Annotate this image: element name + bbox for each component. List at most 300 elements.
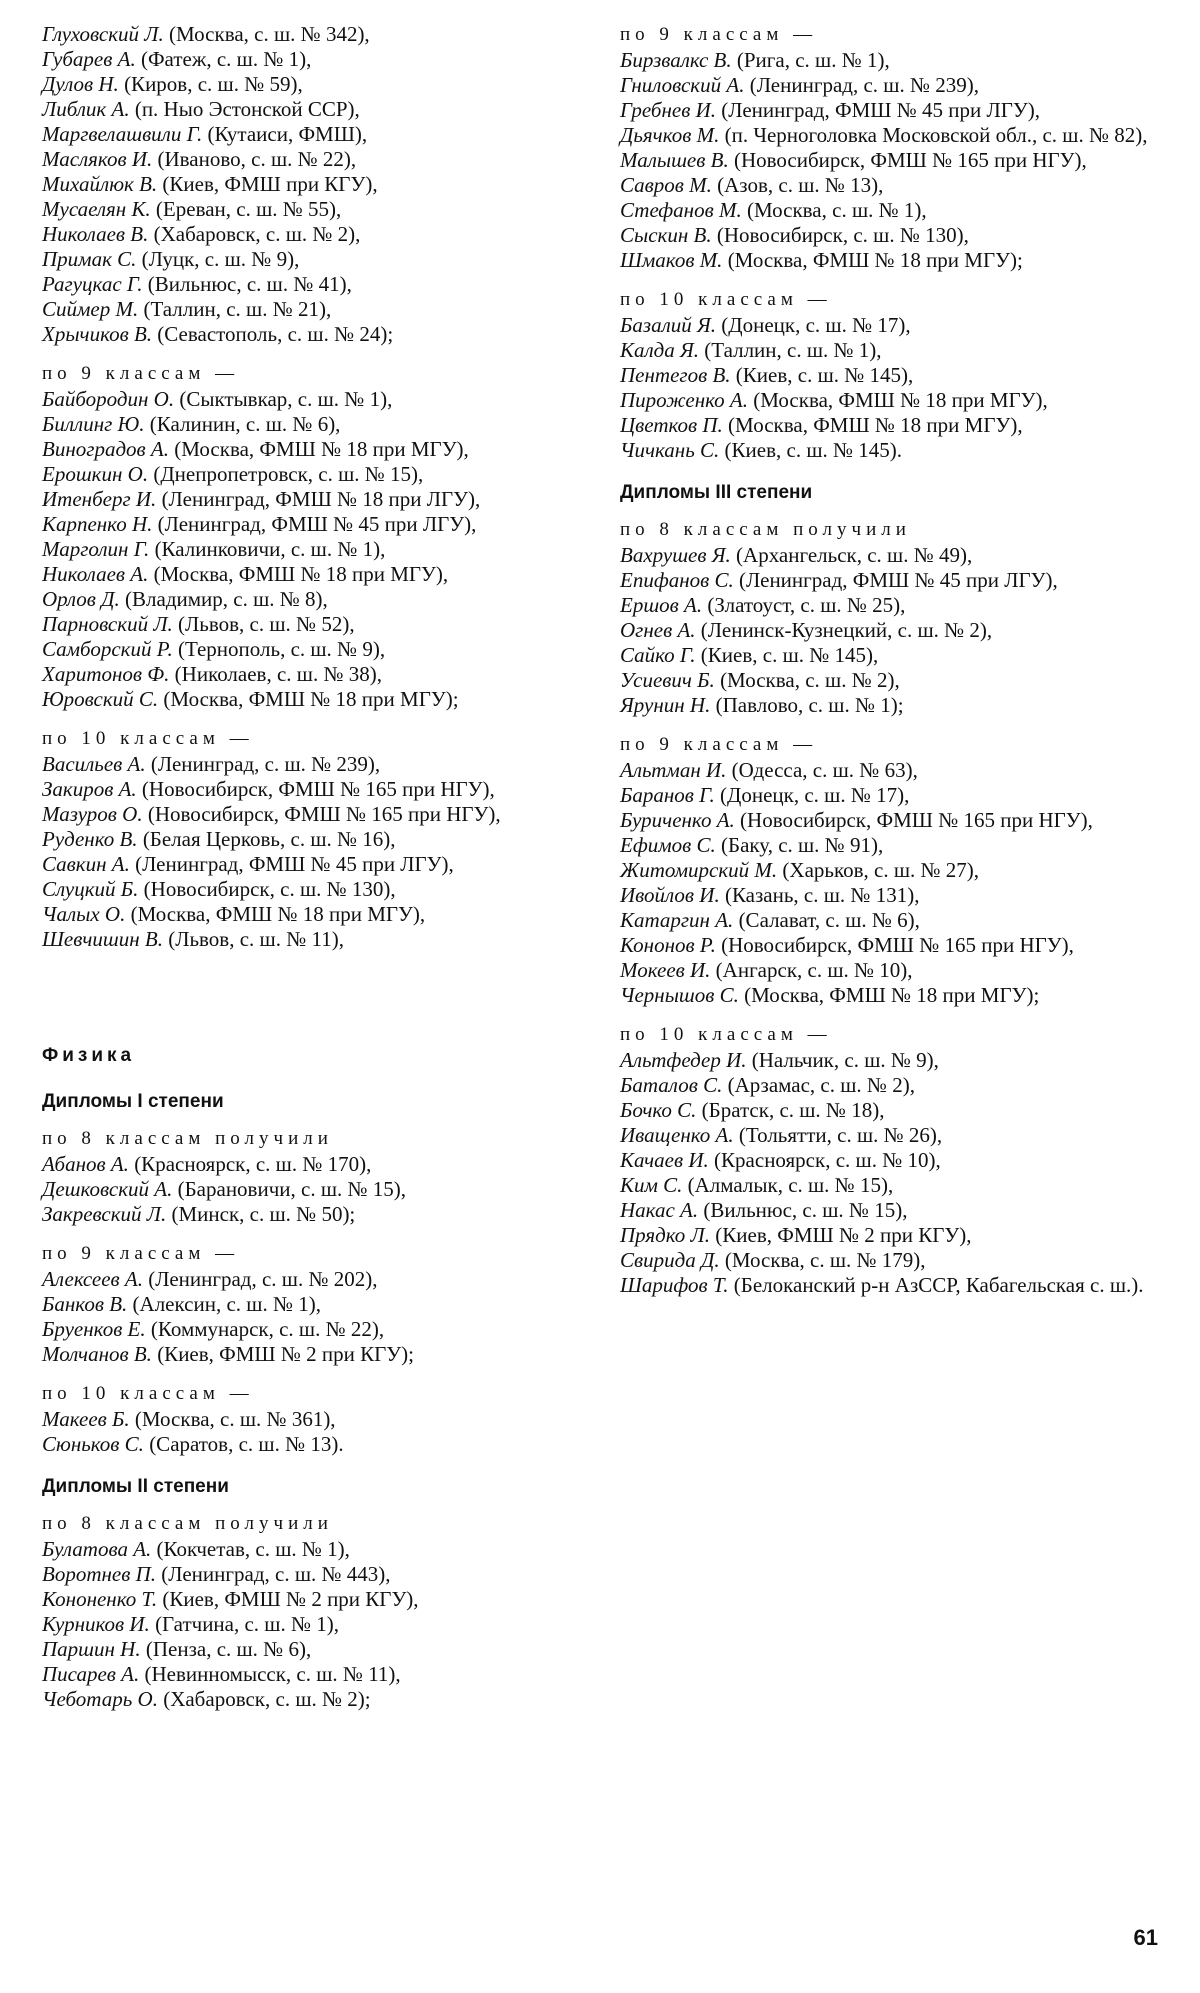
list-item xyxy=(42,637,576,662)
list-item xyxy=(42,322,576,347)
school-info: (Москва, с. ш. № 179), xyxy=(719,1248,926,1272)
person-name: Васильев А. xyxy=(42,752,146,776)
school-info: (Москва, с. ш. № 1), xyxy=(741,198,927,222)
diploma-1-title: Дипломы I степени xyxy=(42,1091,224,1112)
group-header: по 10 классам — xyxy=(620,1024,832,1045)
person-name: Кононенко Т. xyxy=(42,1587,158,1611)
list-item xyxy=(620,123,1158,148)
list-item xyxy=(42,47,576,72)
group-header: по 9 классам — xyxy=(42,363,240,384)
list-item xyxy=(620,958,1158,983)
list-item xyxy=(42,687,576,712)
list-item xyxy=(620,1048,1158,1073)
person-name: Малышев В. xyxy=(620,148,729,172)
school-info: (Киев, с. ш. № 145), xyxy=(695,643,879,667)
person-name: Базалий Я. xyxy=(620,313,717,337)
list-item xyxy=(42,1292,576,1317)
list-item xyxy=(620,643,1158,668)
school-info: (Луцк, с. ш. № 9), xyxy=(136,247,300,271)
list-item xyxy=(620,668,1158,693)
school-info: (Москва, ФМШ № 18 при МГУ), xyxy=(125,902,426,926)
school-info: (Севастополь, с. ш. № 24); xyxy=(152,322,394,346)
school-info: (п. Черноголовка Московской обл., с. ш. № 82), xyxy=(719,123,1148,147)
person-name: Буриченко А. xyxy=(620,808,735,832)
list-item xyxy=(42,562,576,587)
school-info: (Львов, с. ш. № 52), xyxy=(172,612,355,636)
school-info: (Киров, с. ш. № 59), xyxy=(118,72,303,96)
person-name: Баталов С. xyxy=(620,1073,723,1097)
person-name: Паршин Н. xyxy=(42,1637,141,1661)
person-name: Шмаков М. xyxy=(620,248,723,272)
list-item xyxy=(42,272,576,297)
list-item xyxy=(42,1177,576,1202)
school-info: (Москва, ФМШ № 18 при МГУ), xyxy=(169,437,469,461)
school-info: (Красноярск, с. ш. № 10), xyxy=(708,1148,941,1172)
diploma-2-title: Дипломы II степени xyxy=(42,1476,229,1497)
person-name: Гребнев И. xyxy=(620,98,716,122)
school-info: (Ленинград, с. ш. № 239), xyxy=(145,752,381,776)
list-item xyxy=(620,858,1158,883)
person-name: Примак С. xyxy=(42,247,137,271)
list-item xyxy=(42,662,576,687)
person-name: Молчанов В. xyxy=(42,1342,152,1366)
list-item xyxy=(620,173,1158,198)
school-info: (Новосибирск, ФМШ № 165 при НГУ), xyxy=(142,802,501,826)
entry-group xyxy=(42,726,576,952)
person-name: Катаргин А. xyxy=(620,908,734,932)
person-name: Вахрушев Я. xyxy=(620,543,731,567)
list-item xyxy=(42,22,576,47)
school-info: (Таллин, с. ш. № 21), xyxy=(138,297,332,321)
school-info: (Баку, с. ш. № 91), xyxy=(715,833,884,857)
school-info: (Коммунарск, с. ш. № 22), xyxy=(145,1317,385,1341)
person-name: Чернышов С. xyxy=(620,983,739,1007)
list-item xyxy=(42,1407,576,1432)
school-info: (Вильнюс, с. ш. № 15), xyxy=(698,1198,908,1222)
school-info: (Нальчик, с. ш. № 9), xyxy=(746,1048,939,1072)
school-info: (Невинномысск, с. ш. № 11), xyxy=(139,1662,401,1686)
list-item xyxy=(620,98,1158,123)
group-header: по 10 классам — xyxy=(42,1383,254,1404)
list-item xyxy=(42,72,576,97)
school-info: (Новосибирск, ФМШ № 165 при НГУ), xyxy=(715,933,1074,957)
list-item xyxy=(42,1317,576,1342)
person-name: Ярунин Н. xyxy=(620,693,711,717)
school-info: (Новосибирск, с. ш. № 130), xyxy=(138,877,396,901)
person-name: Прядко Л. xyxy=(620,1223,711,1247)
list-item xyxy=(620,933,1158,958)
school-info: (Киев, ФМШ № 2 при КГУ), xyxy=(157,1587,419,1611)
school-info: (Новосибирск, ФМШ № 165 при НГУ), xyxy=(734,808,1093,832)
diploma-3-groups xyxy=(620,517,1158,1298)
left-top-groups xyxy=(42,22,576,952)
person-name: Ким С. xyxy=(620,1173,683,1197)
school-info: (Москва, с. ш. № 2), xyxy=(714,668,900,692)
school-info: (Тольятти, с. ш. № 26), xyxy=(733,1123,943,1147)
list-item xyxy=(42,412,576,437)
person-name: Курников И. xyxy=(42,1612,150,1636)
school-info: (Львов, с. ш. № 11), xyxy=(162,927,344,951)
list-item xyxy=(620,438,1158,463)
list-item xyxy=(620,808,1158,833)
school-info: (Ленинград, с. ш. № 239), xyxy=(744,73,979,97)
person-name: Маргвелашвили Г. xyxy=(42,122,203,146)
person-name: Итенберг И. xyxy=(42,487,157,511)
person-name: Макеев Б. xyxy=(42,1407,130,1431)
entry-group xyxy=(42,361,576,712)
school-info: (Киев, ФМШ при КГУ), xyxy=(157,172,378,196)
list-item xyxy=(42,1152,576,1177)
school-info: (Одесса, с. ш. № 63), xyxy=(726,758,918,782)
list-item xyxy=(620,593,1158,618)
school-info: (Ангарск, с. ш. № 10), xyxy=(710,958,913,982)
person-name: Сыскин В. xyxy=(620,223,712,247)
list-item xyxy=(620,198,1158,223)
list-item xyxy=(42,387,576,412)
school-info: (Кутаиси, ФМШ), xyxy=(202,122,368,146)
entry-group xyxy=(42,1241,576,1367)
page-number: 61 xyxy=(1133,1925,1158,1950)
school-info: (Харьков, с. ш. № 27), xyxy=(777,858,980,882)
school-info: (Саратов, с. ш. № 13). xyxy=(143,1432,344,1456)
group-header: по 8 классам получили xyxy=(42,1128,333,1149)
person-name: Бочко С. xyxy=(620,1098,697,1122)
person-name: Булатова А. xyxy=(42,1537,152,1561)
diploma-1-groups xyxy=(42,1126,576,1457)
person-name: Сюньков С. xyxy=(42,1432,144,1456)
person-name: Либлик А. xyxy=(42,97,130,121)
list-item xyxy=(620,1273,1158,1298)
list-item xyxy=(620,1098,1158,1123)
entry-group xyxy=(620,22,1158,273)
list-item xyxy=(42,1267,576,1292)
entry-group xyxy=(620,732,1158,1008)
person-name: Мазуров О. xyxy=(42,802,143,826)
entry-group xyxy=(42,1511,576,1712)
right-top-groups xyxy=(620,22,1158,463)
list-item xyxy=(42,777,576,802)
person-name: Ершов А. xyxy=(620,593,703,617)
school-info: (Киев, с. ш. № 145). xyxy=(719,438,903,462)
list-item xyxy=(42,1537,576,1562)
person-name: Дешковский А. xyxy=(42,1177,173,1201)
list-item xyxy=(42,97,576,122)
list-item xyxy=(42,587,576,612)
entry-group xyxy=(620,287,1158,463)
school-info: (Киев, с. ш. № 145), xyxy=(730,363,914,387)
school-info: (Казань, с. ш. № 131), xyxy=(719,883,920,907)
person-name: Масляков И. xyxy=(42,147,153,171)
person-name: Житомирский М. xyxy=(620,858,778,882)
list-item xyxy=(620,223,1158,248)
person-name: Баранов Г. xyxy=(620,783,715,807)
list-item xyxy=(42,752,576,777)
school-info: (Барановичи, с. ш. № 15), xyxy=(172,1177,407,1201)
list-item xyxy=(42,802,576,827)
left-column xyxy=(42,22,576,1712)
person-name: Харитонов Ф. xyxy=(42,662,170,686)
person-name: Бирзвалкс В. xyxy=(620,48,732,72)
person-name: Стефанов М. xyxy=(620,198,742,222)
person-name: Слуцкий Б. xyxy=(42,877,139,901)
list-item xyxy=(42,437,576,462)
list-item xyxy=(42,147,576,172)
list-item xyxy=(620,758,1158,783)
person-name: Закревский Л. xyxy=(42,1202,167,1226)
list-item xyxy=(42,247,576,272)
person-name: Рагуцкас Г. xyxy=(42,272,143,296)
person-name: Пироженко А. xyxy=(620,388,748,412)
person-name: Николаев В. xyxy=(42,222,149,246)
person-name: Алексеев А. xyxy=(42,1267,143,1291)
list-item xyxy=(42,1587,576,1612)
list-item xyxy=(620,568,1158,593)
list-item xyxy=(42,1637,576,1662)
group-header: по 8 классам получили xyxy=(620,519,911,540)
school-info: (Алексин, с. ш. № 1), xyxy=(127,1292,321,1316)
list-item xyxy=(42,512,576,537)
person-name: Банков В. xyxy=(42,1292,128,1316)
person-name: Мокеев И. xyxy=(620,958,711,982)
person-name: Сайко Г. xyxy=(620,643,696,667)
list-item xyxy=(620,908,1158,933)
list-item xyxy=(42,612,576,637)
person-name: Свирида Д. xyxy=(620,1248,720,1272)
school-info: (Пенза, с. ш. № 6), xyxy=(140,1637,312,1661)
school-info: (Донецк, с. ш. № 17), xyxy=(714,783,910,807)
person-name: Ерошкин О. xyxy=(42,462,149,486)
person-name: Орлов Д. xyxy=(42,587,120,611)
entry-group xyxy=(42,1381,576,1457)
person-name: Писарев А. xyxy=(42,1662,140,1686)
person-name: Пентегов В. xyxy=(620,363,731,387)
diploma-3-title: Дипломы III степени xyxy=(620,482,813,503)
list-item xyxy=(620,48,1158,73)
list-item xyxy=(620,693,1158,718)
person-name: Хрычиков В. xyxy=(42,322,153,346)
list-item xyxy=(620,1223,1158,1248)
list-item xyxy=(42,297,576,322)
list-item xyxy=(620,73,1158,98)
person-name: Дулов Н. xyxy=(42,72,119,96)
list-item xyxy=(42,197,576,222)
person-name: Альтфедер И. xyxy=(620,1048,747,1072)
person-name: Ефимов С. xyxy=(620,833,716,857)
list-item xyxy=(42,1202,576,1227)
list-item xyxy=(620,1073,1158,1098)
list-item xyxy=(620,783,1158,808)
entry-group xyxy=(620,1022,1158,1298)
person-name: Глуховский Л. xyxy=(42,22,164,46)
school-info: (Москва, ФМШ № 18 при МГУ); xyxy=(722,248,1023,272)
school-info: (Днепропетровск, с. ш. № 15), xyxy=(148,462,424,486)
person-name: Биллинг Ю. xyxy=(42,412,145,436)
list-item xyxy=(42,1342,576,1367)
school-info: (Ленинград, с. ш. № 443), xyxy=(156,1562,391,1586)
school-info: (Красноярск, с. ш. № 170), xyxy=(128,1152,372,1176)
list-item xyxy=(620,363,1158,388)
list-item xyxy=(620,1123,1158,1148)
person-name: Абанов А. xyxy=(42,1152,129,1176)
group-header: по 10 классам — xyxy=(42,728,254,749)
list-item xyxy=(620,313,1158,338)
school-info: (Братск, с. ш. № 18), xyxy=(696,1098,885,1122)
school-info: (Таллин, с. ш. № 1), xyxy=(699,338,882,362)
school-info: (Калинин, с. ш. № 6), xyxy=(144,412,341,436)
list-item xyxy=(42,1662,576,1687)
list-item xyxy=(620,883,1158,908)
school-info: (Ленинград, ФМШ № 45 при ЛГУ), xyxy=(733,568,1058,592)
list-item xyxy=(42,877,576,902)
person-name: Мусаелян К. xyxy=(42,197,151,221)
person-name: Юровский С. xyxy=(42,687,159,711)
list-item xyxy=(42,852,576,877)
school-info: (Владимир, с. ш. № 8), xyxy=(119,587,328,611)
school-info: (Белоканский р-н АзССР, Кабагельская с. ш.). xyxy=(728,1273,1144,1297)
person-name: Николаев А. xyxy=(42,562,149,586)
list-item xyxy=(42,1562,576,1587)
list-item xyxy=(42,1687,576,1712)
list-item xyxy=(620,543,1158,568)
list-item xyxy=(620,983,1158,1008)
school-info: (Москва, с. ш. № 361), xyxy=(129,1407,336,1431)
person-name: Байбородин О. xyxy=(42,387,175,411)
list-item xyxy=(620,1173,1158,1198)
school-info: (Хабаровск, с. ш. № 2), xyxy=(148,222,361,246)
group-header: по 9 классам — xyxy=(620,24,818,45)
school-info: (Сыктывкар, с. ш. № 1), xyxy=(174,387,393,411)
list-item xyxy=(42,927,576,952)
person-name: Альтман И. xyxy=(620,758,727,782)
school-info: (Кокчетав, с. ш. № 1), xyxy=(151,1537,350,1561)
list-item xyxy=(620,833,1158,858)
school-info: (Рига, с. ш. № 1), xyxy=(731,48,890,72)
group-header: по 8 классам получили xyxy=(42,1513,333,1534)
person-name: Калда Я. xyxy=(620,338,700,362)
person-name: Качаев И. xyxy=(620,1148,709,1172)
school-info: (Новосибирск, ФМШ № 165 при НГУ), xyxy=(728,148,1087,172)
group-header: по 9 классам — xyxy=(42,1243,240,1264)
person-name: Сиймер М. xyxy=(42,297,139,321)
school-info: (Москва, с. ш. № 342), xyxy=(163,22,370,46)
person-name: Губарев А. xyxy=(42,47,136,71)
school-info: (Белая Церковь, с. ш. № 16), xyxy=(137,827,396,851)
school-info: (Златоуст, с. ш. № 25), xyxy=(702,593,906,617)
school-info: (Салават, с. ш. № 6), xyxy=(733,908,920,932)
person-name: Гниловский А. xyxy=(620,73,745,97)
school-info: (Минск, с. ш. № 50); xyxy=(166,1202,356,1226)
person-name: Чеботарь О. xyxy=(42,1687,158,1711)
school-info: (Ленинград, ФМШ № 45 при ЛГУ), xyxy=(716,98,1040,122)
list-item xyxy=(42,462,576,487)
person-name: Бруенков Е. xyxy=(42,1317,146,1341)
list-item xyxy=(42,537,576,562)
school-info: (Москва, ФМШ № 18 при МГУ); xyxy=(738,983,1040,1007)
person-name: Иващенко А. xyxy=(620,1123,734,1147)
list-item xyxy=(620,618,1158,643)
list-item xyxy=(620,1148,1158,1173)
school-info: (Архангельск, с. ш. № 49), xyxy=(730,543,973,567)
school-info: (Алмалык, с. ш. № 15), xyxy=(682,1173,894,1197)
school-info: (Ленинград, ФМШ № 45 при ЛГУ), xyxy=(152,512,477,536)
list-item xyxy=(620,148,1158,173)
person-name: Воротнев П. xyxy=(42,1562,157,1586)
school-info: (Киев, ФМШ № 2 при КГУ); xyxy=(151,1342,414,1366)
school-info: (Хабаровск, с. ш. № 2); xyxy=(157,1687,371,1711)
school-info: (Гатчина, с. ш. № 1), xyxy=(149,1612,340,1636)
school-info: (Арзамас, с. ш. № 2), xyxy=(722,1073,915,1097)
entry-group xyxy=(42,22,576,347)
school-info: (Москва, ФМШ № 18 при МГУ), xyxy=(722,413,1023,437)
list-item xyxy=(620,1198,1158,1223)
list-item xyxy=(42,172,576,197)
person-name: Шевчишин В. xyxy=(42,927,163,951)
school-info: (Павлово, с. ш. № 1); xyxy=(710,693,904,717)
list-item xyxy=(42,1612,576,1637)
list-item xyxy=(42,827,576,852)
person-name: Марголин Г. xyxy=(42,537,150,561)
person-name: Епифанов С. xyxy=(620,568,734,592)
school-info: (Ленинград, ФМШ № 18 при ЛГУ), xyxy=(156,487,481,511)
school-info: (Москва, ФМШ № 18 при МГУ); xyxy=(158,687,459,711)
person-name: Кононов Р. xyxy=(620,933,716,957)
list-item xyxy=(620,338,1158,363)
diploma-2-groups xyxy=(42,1511,576,1712)
list-item xyxy=(620,388,1158,413)
list-item xyxy=(620,1248,1158,1273)
entry-group xyxy=(620,517,1158,718)
school-info: (Вильнюс, с. ш. № 41), xyxy=(142,272,352,296)
person-name: Шарифов Т. xyxy=(620,1273,729,1297)
school-info: (Киев, ФМШ № 2 при КГУ), xyxy=(710,1223,972,1247)
school-info: (п. Ныо Эстонской ССР), xyxy=(129,97,360,121)
person-name: Усиевич Б. xyxy=(620,668,715,692)
school-info: (Азов, с. ш. № 13), xyxy=(711,173,884,197)
list-item xyxy=(42,1432,576,1457)
person-name: Накас А. xyxy=(620,1198,699,1222)
person-name: Ивойлов И. xyxy=(620,883,720,907)
school-info: (Фатеж, с. ш. № 1), xyxy=(135,47,312,71)
entry-group xyxy=(42,1126,576,1227)
person-name: Закиров А. xyxy=(42,777,137,801)
person-name: Дьячков М. xyxy=(620,123,720,147)
school-info: (Калинковичи, с. ш. № 1), xyxy=(149,537,386,561)
person-name: Карпенко Н. xyxy=(42,512,153,536)
list-item xyxy=(42,487,576,512)
person-name: Цветков П. xyxy=(620,413,723,437)
person-name: Михайлюк В. xyxy=(42,172,158,196)
person-name: Виноградов А. xyxy=(42,437,170,461)
list-item xyxy=(42,122,576,147)
person-name: Огнев А. xyxy=(620,618,696,642)
right-column xyxy=(620,22,1158,1298)
school-info: (Ленинск-Кузнецкий, с. ш. № 2), xyxy=(695,618,993,642)
person-name: Чичкань С. xyxy=(620,438,720,462)
person-name: Руденко В. xyxy=(42,827,138,851)
group-header: по 9 классам — xyxy=(620,734,818,755)
school-info: (Москва, ФМШ № 18 при МГУ), xyxy=(148,562,449,586)
list-item xyxy=(620,248,1158,273)
section-title: Физика xyxy=(42,1045,136,1066)
school-info: (Иваново, с. ш. № 22), xyxy=(152,147,357,171)
person-name: Чалых О. xyxy=(42,902,126,926)
list-item xyxy=(620,413,1158,438)
school-info: (Тернополь, с. ш. № 9), xyxy=(172,637,386,661)
person-name: Савров М. xyxy=(620,173,712,197)
school-info: (Ереван, с. ш. № 55), xyxy=(150,197,342,221)
person-name: Савкин А. xyxy=(42,852,130,876)
group-header: по 10 классам — xyxy=(620,289,832,310)
